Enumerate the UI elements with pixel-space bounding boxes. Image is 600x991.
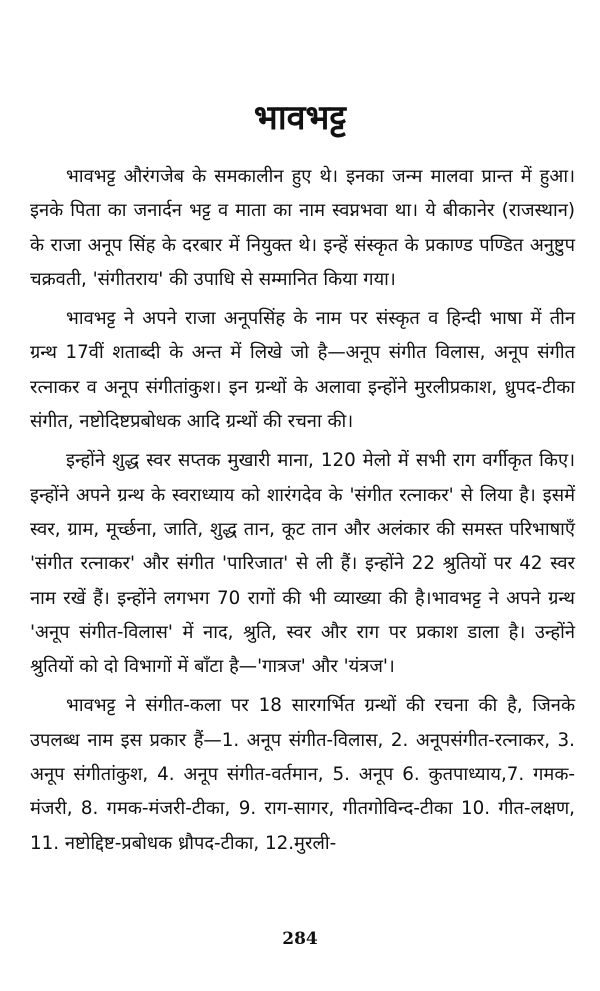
paragraph-4: भावभट्ट ने संगीत-कला पर 18 सारगर्भित ग्रन्थों की रचना की है, जिनके उपलब्ध नाम इस प्रकार हैं—1. अनूप संगीत-विलास, 2. अनूपसंगीत-रत्नाकर, 3. अनूप संगीतांकुश, 4. अनूप संगीत-वर्तमान, 5. अनूप 6. कुतपाध्याय,7. गमक-मंजरी, 8. गमक-मंजरी-टीका, 9. राग-सागर, गीतगोविन्द-टीका 10. गीत-लक्षण, 11. नष्टोद्दिष्ट-प्रबोधक ध्रौपद-टीका, 12.मुरली- xyxy=(30,695,575,854)
chapter-title: भावभट्ट xyxy=(253,98,347,138)
paragraph-3: इन्होंने शुद्ध स्वर सप्तक मुखारी माना, 120 मेलो में सभी राग वर्गीकृत किए। इन्होंने अपने ग्रन्थ के स्वराध्याय को शारंगदेव के 'संगीत रत्नाकर' से लिया है। इसमें स्वर, ग्राम, मूर्च्छना, जाति, शुद्ध तान, कूट तान और अलंकार की समस्त परिभाषाएँ 'संगीत रत्नाकर' और संगीत 'पारिजात' से ली हैं। इन्होंने 22 श्रुतियों पर 42 स्वर नाम रखें हैं। इन्होंने लगभग 70 रागों की भी व्याख्या की है।भावभट्ट ने अपने ग्रन्थ 'अनूप संगीत-विलास' में नाद, श्रुति, स्वर और राग पर प्रकाश डाला है। उन्होंने श्रुतियों को दो विभागों में बाँटा है—'गात्रज' और 'यंत्रज'। xyxy=(30,450,575,678)
page-number: 284 xyxy=(282,929,318,949)
body-text xyxy=(30,160,575,866)
paragraph-2: भावभट्ट ने अपने राजा अनूपसिंह के नाम पर संस्कृत व हिन्दी भाषा में तीन ग्रन्थ 17वीं शताब्दी के अन्त में लिखे जो है—अनूप संगीत विलास, अनूप संगीत रत्नाकर व अनूप संगीतांकुश। इन ग्रन्थों के अलावा इन्होंने मुरलीप्रकाश, ध्रुपद-टीका संगीत, नष्टोदिष्टप्रबोधक आदि ग्रन्थों की रचना की। xyxy=(30,308,575,433)
paragraph-1: भावभट्ट औरंगजेब के समकालीन हुए थे। इनका जन्म मालवा प्रान्त में हुआ। इनके पिता का जनार्दन भट्ट व माता का नाम स्वप्नभवा था। ये बीकानेर (राजस्थान) के राजा अनूप सिंह के दरबार में नियुक्त थे। इन्हें संस्कृत के प्रकाण्ड पण्डित अनुष्टुप चक्रवती, 'संगीतराय' की उपाधि से सम्मानित किया गया। xyxy=(30,166,575,290)
